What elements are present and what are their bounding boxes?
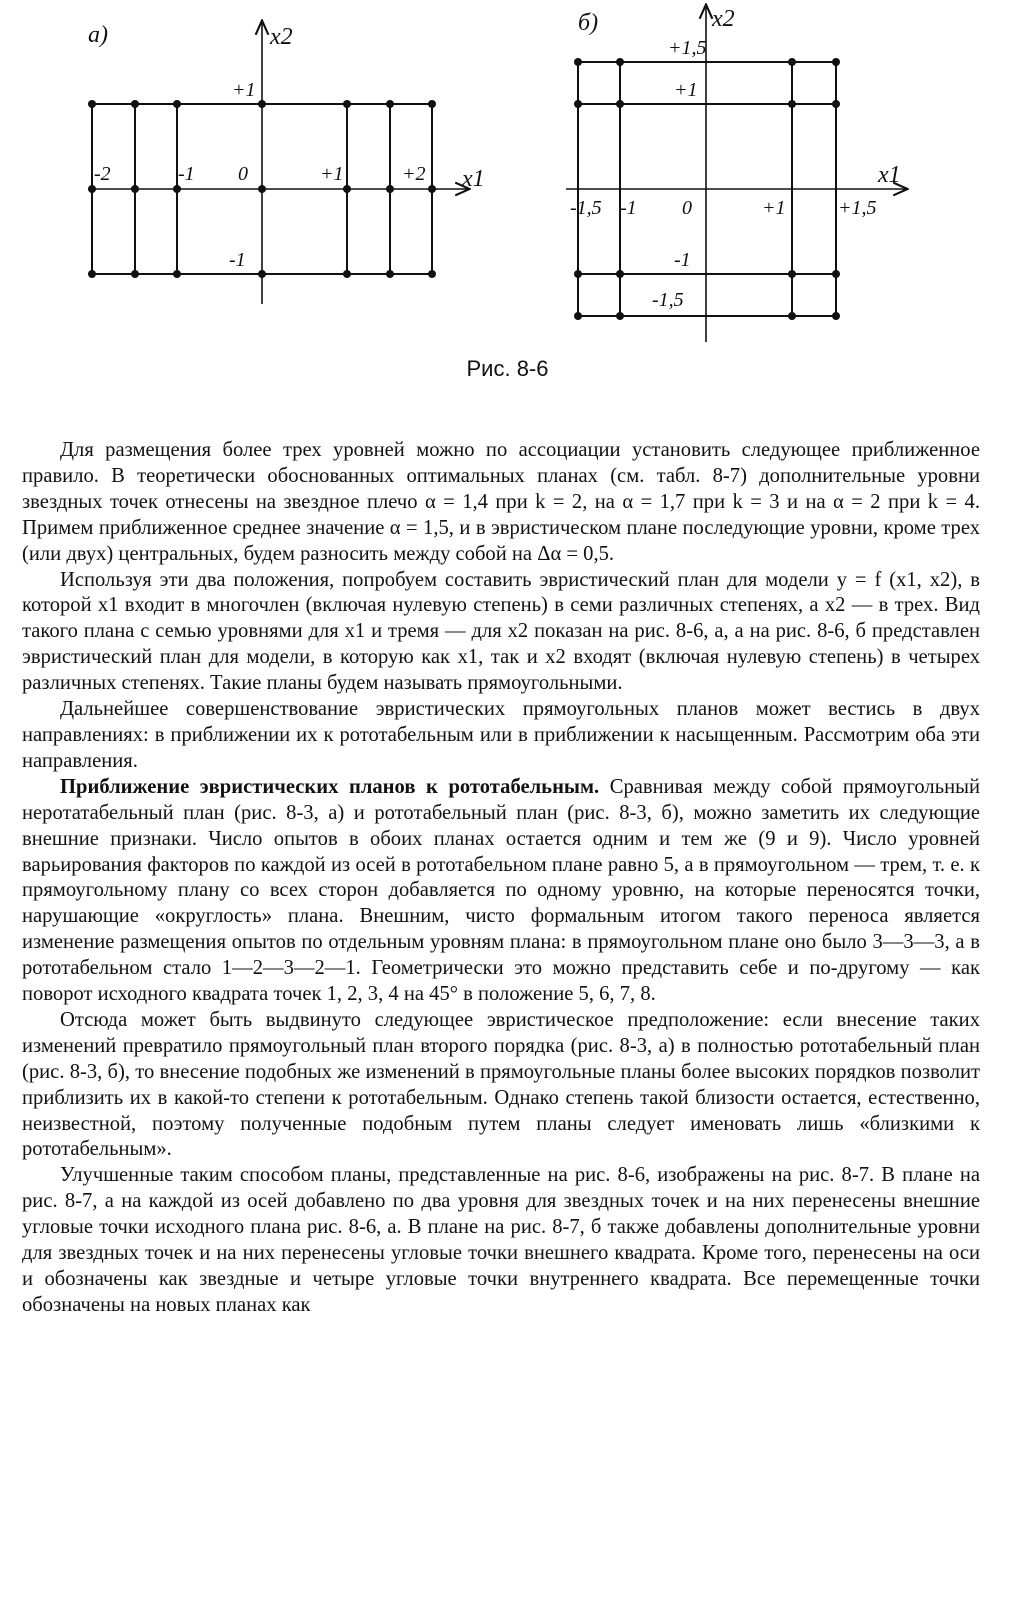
paragraph-3: Дальнейшее совершенствование эвристических прямоугольных планов может вестись в двух направлениях: в приближении их к рототабельным или в приближении к насыщенным. Рассмотрим оба эти направления.	[22, 698, 980, 772]
paragraph-4-heading: Приближение эвристических планов к рототабельным.	[60, 775, 600, 798]
panel-b-y-axis-label: x2	[712, 6, 735, 32]
panel-a	[88, 22, 485, 304]
paragraph-1: Для размещения более трех уровней можно по ассоциации установить следующее приближенное правило. В теоретически обоснованных оптимальных планах (см. табл. 8-7) дополнительные уровни звездных точек отнесены на звездное плечо α = 1,4 при k = 2, на α = 1,7 при k = 3 и на α = 2 при k = 4. Примем приближенное среднее значение α = 1,5, и в эвристическом плане последующие уровни, кроме трех (или двух) центральных, будем разносить между собой на Δα = 0,5.	[22, 439, 980, 565]
paragraph-2: Используя эти два положения, попробуем составить эвристический план для модели y = f (x1, x2), в которой x1 входит в многочлен (включая нулевую степень) в семи различных степенях, а x2 — в трех. Вид такого плана с семью уровнями для x1 и тремя — для x2 показан на рис. 8-6, а, а на рис. 8-6, б представлен эвристический план для модели, в которую как x1, так и x2 входят (включая нулевую степень) в четырех различных степенях. Такие планы будем называть прямоугольными.	[22, 568, 980, 695]
panel-b-x-tick-zero: 0	[682, 197, 692, 219]
panel-a-x-tick-zero: 0	[238, 163, 248, 185]
paragraph-4	[22, 775, 980, 1008]
panel-a-x-tick-minus1: -1	[178, 163, 195, 185]
figure-svg	[0, 0, 1015, 400]
panel-b-x-tick-minus1: -1	[620, 197, 637, 219]
paragraph-6: Улучшенные таким способом планы, представленные на рис. 8-6, изображены на рис. 8-7. В плане на рис. 8-7, а на каждой из осей добавлено по два уровня для звездных точек и на них перенесены внешние угловые точки исходного плана рис. 8-6, а. В плане на рис. 8-7, б также добавлены дополнительные уровни для звездных точек и на них перенесены угловые точки внешнего квадрата. Кроме того, перенесены на оси и обозначены как звездные и четыре угловые точки внутреннего квадрата. Все перемещенные точки обозначены на новых планах как	[22, 1164, 980, 1316]
panel-b-x-tick-plus1: +1	[762, 197, 786, 219]
panel-a-x-tick-plus2: +2	[402, 163, 426, 185]
body-text	[22, 438, 980, 1319]
figure-8-6	[0, 0, 1015, 400]
panel-a-x-tick-minus2: -2	[94, 163, 111, 185]
panel-b-label: б)	[578, 10, 599, 36]
panel-a-y-axis-label: x2	[270, 24, 293, 50]
panel-b-x-tick-minus1-5: -1,5	[570, 197, 602, 219]
panel-b	[566, 6, 906, 342]
panel-b-x-axis-label: x1	[878, 162, 901, 188]
figure-caption: Рис. 8-6	[466, 356, 549, 381]
panel-a-label: а)	[88, 22, 108, 48]
panel-a-x-tick-plus1: +1	[320, 163, 344, 185]
panel-b-y-tick-plus1: +1	[674, 79, 698, 101]
panel-a-x-axis-label: x1	[462, 166, 485, 192]
panel-b-y-tick-plus1-5: +1,5	[668, 37, 707, 59]
panel-b-x-tick-plus1-5: +1,5	[838, 197, 877, 219]
panel-a-y-tick-plus1: +1	[232, 79, 256, 101]
paragraph-4-text: Сравнивая между собой прямоугольный неротатабельный план (рис. 8-3, а) и рототабельный план (рис. 8-3, б), можно заметить их следующие внешние признаки. Число опытов в обоих планах остается одним и тем же (9 и 9). Число уровней варьирования факторов по каждой из осей в рототабельном плане равно 5, а в прямоугольном — трем, т. е. к прямоугольному плану со всех сторон добавляется по одному уровню, на которые переносятся точки, нарушающие «округлость» плана. Внешним, чисто формальным итогом такого переноса является изменение размещения опытов по отдельным уровням плана: в прямоугольном плане оно было 3—3—3, а в рототабельном стало 1—2—3—2—1. Геометрически это можно представить себе и по-другому — как поворот исходного квадрата точек 1, 2, 3, 4 на 45° в положение 5, 6, 7, 8.	[22, 775, 980, 1006]
paragraph-5: Отсюда может быть выдвинуто следующее эвристическое предположение: если внесение таких изменений превратило прямоугольный план второго порядка (рис. 8-3, а) в полностью рототабельный план (рис. 8-3, б), то внесение подобных же изменений в прямоугольные планы более высоких порядков позволит приблизить их в какой-то степени к рототабельным. Однако степень такой близости остается, естественно, неизвестной, поэтому полученные подобным путем планы следует именовать лишь «близкими к рототабельным».	[22, 1008, 980, 1161]
panel-a-y-tick-minus1: -1	[229, 249, 246, 271]
panel-b-y-tick-minus1: -1	[674, 249, 691, 271]
panel-b-y-tick-minus1-5: -1,5	[652, 289, 684, 311]
